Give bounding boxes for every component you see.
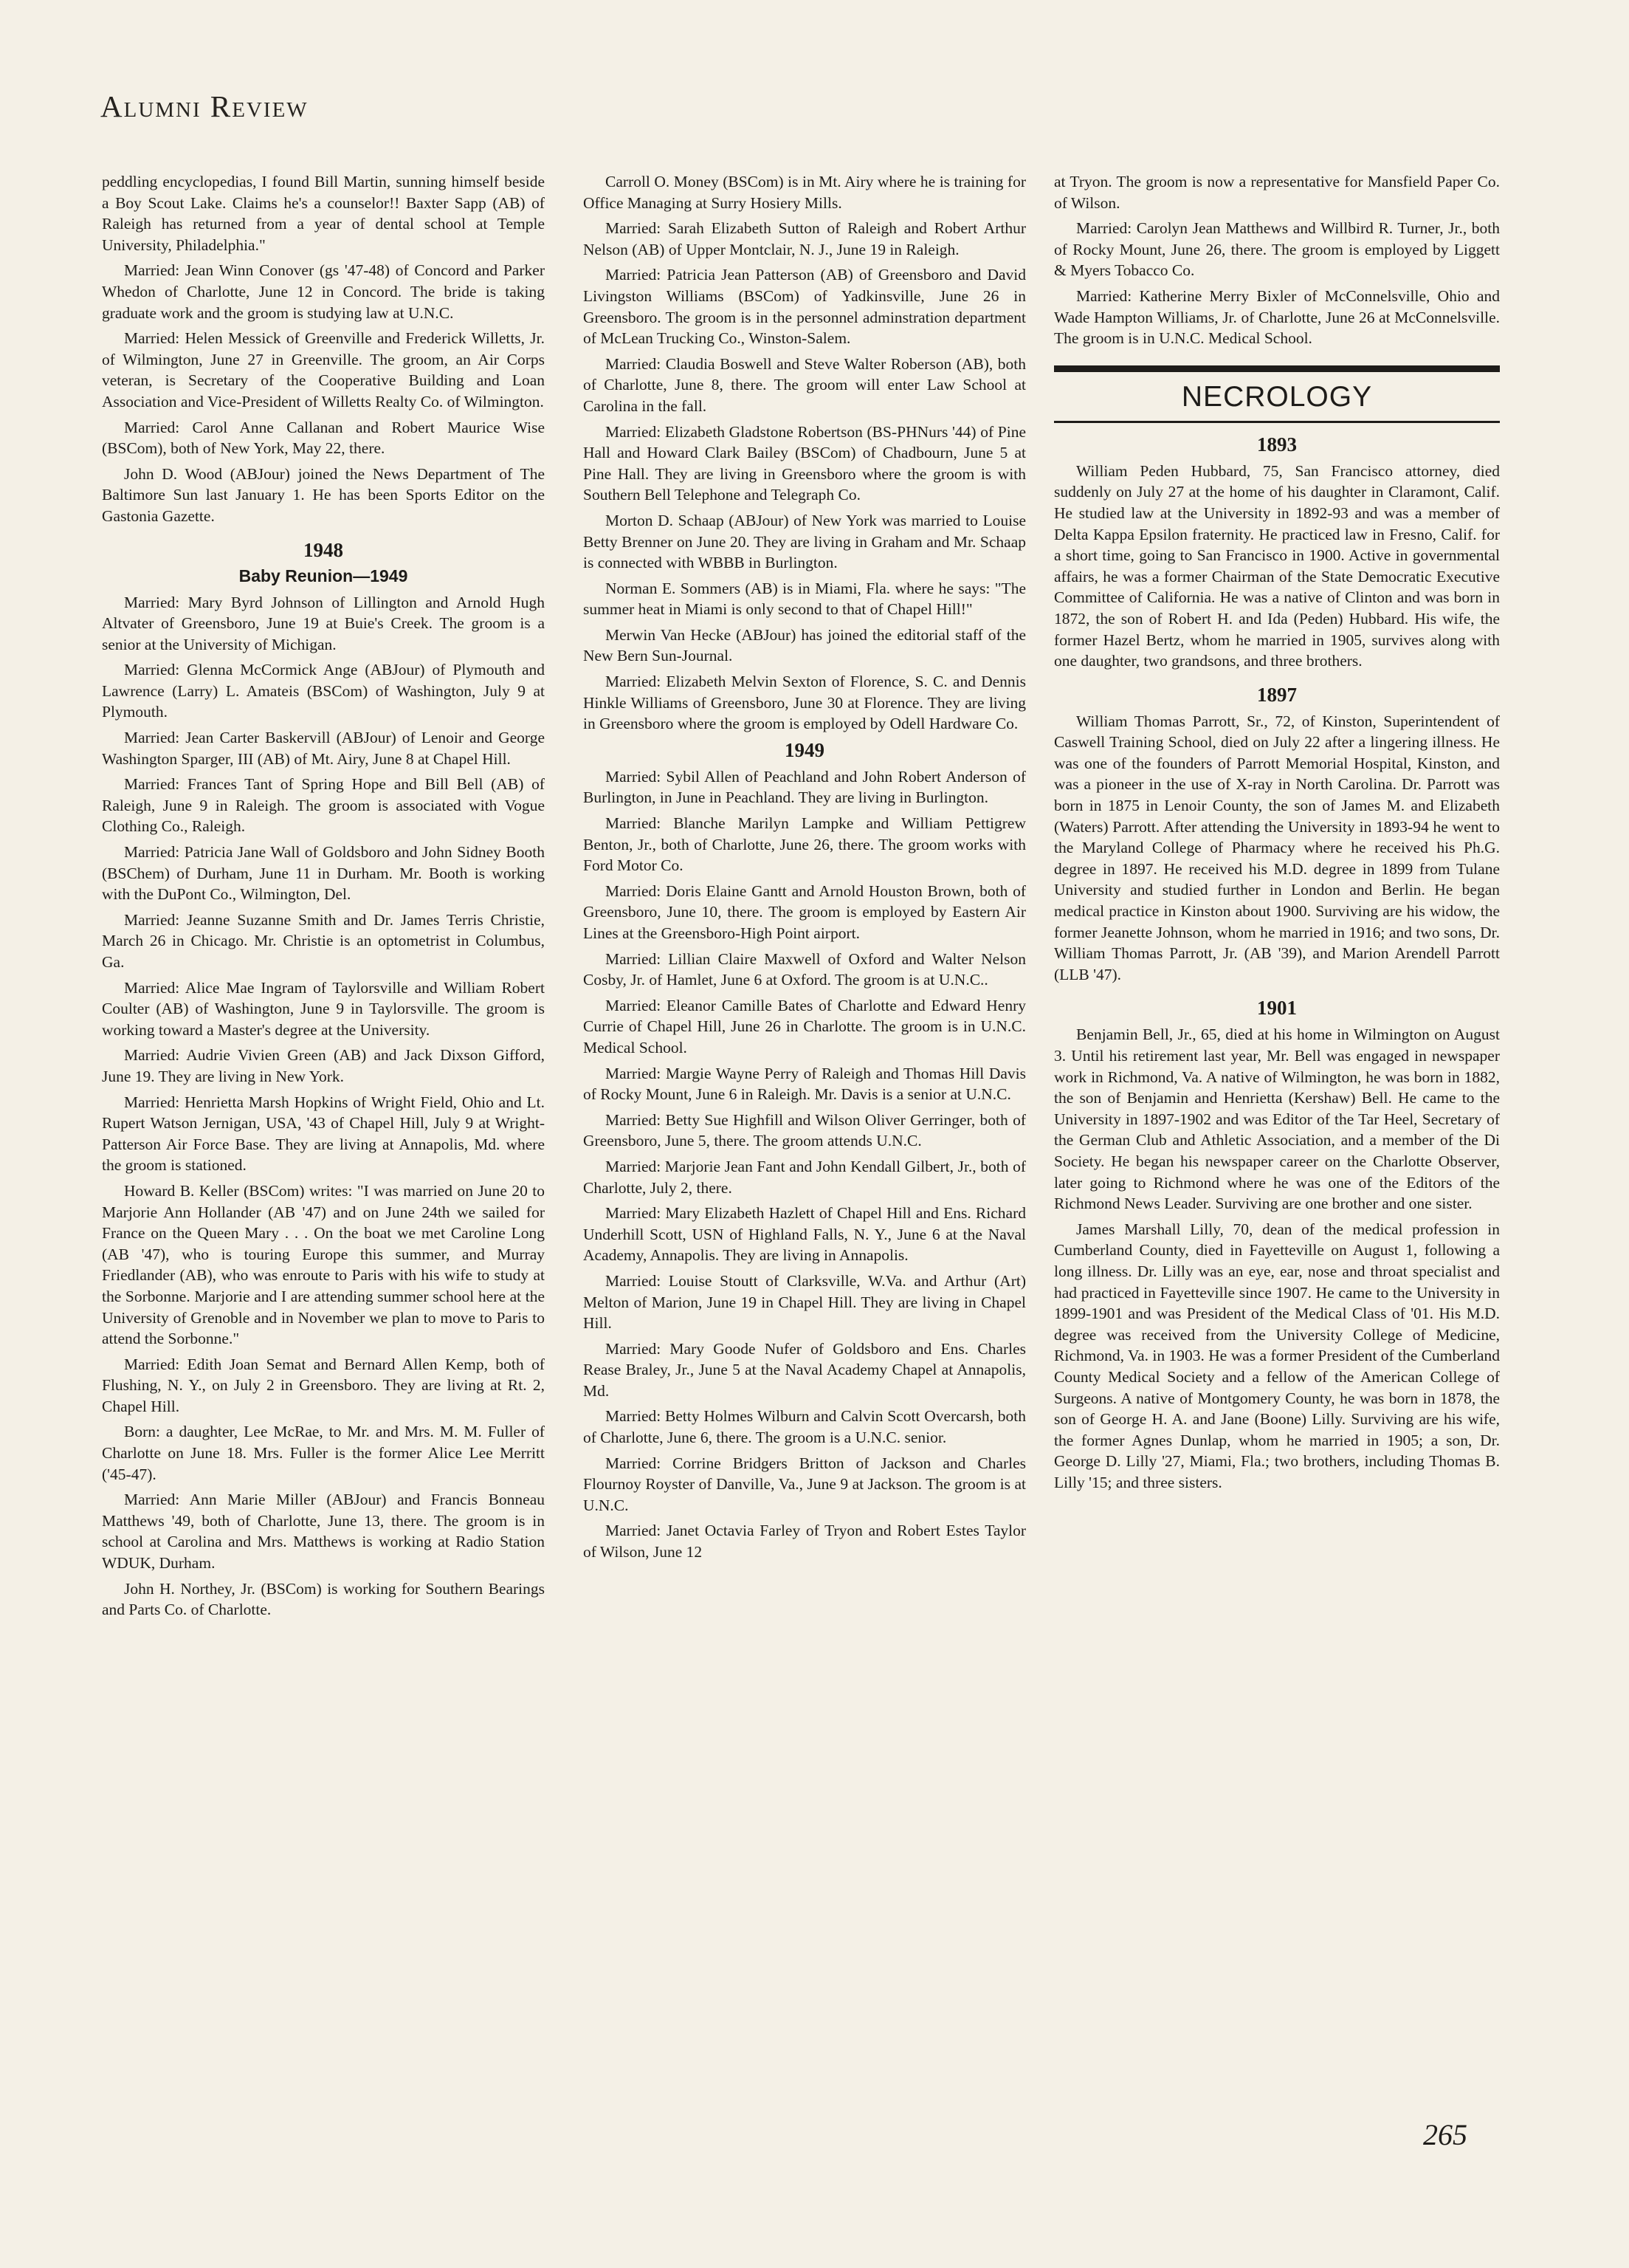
- paragraph: Married: Glenna McCormick Ange (ABJour) of Plymouth and Lawrence (Larry) L. Amateis (BSCom) of Washington, July 9 at Plymouth.: [102, 661, 545, 721]
- necrology-header: [1054, 365, 1500, 423]
- necrology-title: NECROLOGY: [1181, 380, 1373, 413]
- paragraph: Married: Henrietta Marsh Hopkins of Wright Field, Ohio and Lt. Rupert Watson Jernigan, USA, '43 of Chapel Hill, July 9 at Wright-Patterson Air Force Base. They are living at Annapolis, Md. where the groom is stationed.: [102, 1093, 545, 1175]
- class-year-heading: 1901: [1257, 997, 1297, 1020]
- paragraph: Married: Lillian Claire Maxwell of Oxford and Walter Nelson Cosby, Jr. of Hamlet, June 6 at Oxford. The groom is at U.N.C..: [583, 949, 1026, 989]
- paragraph: Married: Ann Marie Miller (ABJour) and Francis Bonneau Matthews '49, both of Charlotte, June 13, there. The groom is in school at Carolina and Mrs. Matthews is working at Radio Station WDUK, Durham.: [102, 1491, 545, 1573]
- paragraph: Married: Audrie Vivien Green (AB) and Jack Dixson Gifford, June 19. They are living in New York.: [102, 1046, 545, 1085]
- paragraph: Married: Corrine Bridgers Britton of Jackson and Charles Flournoy Royster of Danville, Va., June 9 at Jackson. The groom is at U.N.C.: [583, 1454, 1026, 1514]
- paragraph: Merwin Van Hecke (ABJour) has joined the editorial staff of the New Bern Sun-Journal.: [583, 625, 1026, 665]
- paragraph: at Tryon. The groom is now a representative for Mansfield Paper Co. of Wilson.: [1054, 173, 1500, 212]
- paragraph: Married: Mary Elizabeth Hazlett of Chapel Hill and Ens. Richard Underhill Scott, USN of Highland Falls, N. Y., June 6 at the Naval Academy, Annapolis. They are living in Annapolis.: [583, 1204, 1026, 1265]
- section-subhead: Baby Reunion—1949: [238, 566, 408, 585]
- paragraph: Married: Alice Mae Ingram of Taylorsville and William Robert Coulter (AB) of Washington, June 9 in Taylorsville. The groom is working toward a Master's degree at the University.: [102, 978, 545, 1039]
- paragraph: peddling encyclopedias, I found Bill Martin, sunning himself beside a Boy Scout Lake. Claims he's a counselor!! Baxter Sapp (AB) of Raleigh has returned from a year of dental school at Temple University, Philadelphia.": [102, 173, 545, 254]
- paragraph: Married: Sybil Allen of Peachland and John Robert Anderson of Burlington, in June in Peachland. They are living in Burlington.: [583, 767, 1026, 807]
- paragraph: Born: a daughter, Lee McRae, to Mr. and Mrs. M. M. Fuller of Charlotte on June 18. Mrs. Fuller is the former Alice Lee Merritt ('45-47).: [102, 1423, 545, 1483]
- paragraph: Married: Doris Elaine Gantt and Arnold Houston Brown, both of Greensboro, June 10, there. The groom is employed by Eastern Air Lines at the Greensboro-High Point airport.: [583, 882, 1026, 942]
- column-3: [1054, 171, 1500, 2165]
- paragraph: Married: Betty Sue Highfill and Wilson Oliver Gerringer, both of Greensboro, June 5, there. The groom attends U.N.C.: [583, 1110, 1026, 1150]
- paragraph: Morton D. Schaap (ABJour) of New York was married to Louise Betty Brenner on June 20. They are living in Graham and Mr. Schaap is connected with WBBB in Burlington.: [583, 511, 1026, 572]
- page-number: 265: [1423, 2118, 1467, 2151]
- obituary: William Thomas Parrott, Sr., 72, of Kinston, Superintendent of Caswell Training School, died on July 22 after a lingering illness. He was one of the founders of Parrott Memorial Hospital, Kinston, and was a pioneer in the use of X-ray in North Carolina. Dr. Parrott was born in 1875 in Lenoir County, the son of James M. and Elizabeth (Waters) Parrott. After attending the University in 1893-94 he went to the Maryland College of Pharmacy where he received his Ph.G. degree in 1897. He received his M.D. degree in 1899 from Tulane University and studied further in London and Berlin. He began medical practice in Kinston about 1900. Surviving are his widow, the former Jeanette Johnson, whom he married in 1916; and two sons, Dr. William Thomas Parrott, Jr. (AB '39), and Marion Arendell Parrott (LLB '47).: [1054, 712, 1500, 983]
- paragraph: Norman E. Sommers (AB) is in Miami, Fla. where he says: "The summer heat in Miami is only second to that of Chapel Hill!": [583, 579, 1026, 619]
- class-year-heading: 1949: [785, 738, 824, 761]
- divider: [1054, 421, 1500, 423]
- paragraph: Married: Louise Stoutt of Clarksville, W.Va. and Arthur (Art) Melton of Marion, June 19 in Chapel Hill. They are living in Chapel Hill.: [583, 1271, 1026, 1333]
- class-year-heading: 1948: [303, 538, 343, 561]
- paragraph: Married: Mary Byrd Johnson of Lillington and Arnold Hugh Altvater of Greensboro, June 19 at Buie's Creek. The groom is a senior at the University of Michigan.: [102, 593, 545, 653]
- obituary: Benjamin Bell, Jr., 65, died at his home in Wilmington on August 3. Until his retirement last year, Mr. Bell was engaged in newspaper work in Richmond, Va. A native of Wilmington, he was born in 1882, the son of Benjamin and Henrietta (Kershaw) Bell. He came to the University in 1897-1902 and was Editor of the Tar Heel, Secretary of the German Club and Athletic Association, and a member of the Di Society. He began his newspaper career on the Charlotte Observer, later going to Richmond where he was one of the Editors of the Richmond News Leader. Surviving are one brother and one sister.: [1054, 1025, 1500, 1213]
- obituary: William Peden Hubbard, 75, San Francisco attorney, died suddenly on July 27 at the home of his daughter in Claramont, Calif. He studied law at the University in 1892-93 and was a member of Delta Kappa Epsilon fraternity. He practiced law in Fresno, Calif. for a short time, going to San Francisco in 1900. Active in governmental affairs, he was a former Chairman of the State Democratic Executive Committee of California. He was a native of Clinton and was born in 1872, the son of Robert H. and Ida (Peden) Hubbard. His wife, the former Hazel Bertz, whom he married in 1905, survives along with one daughter, two grandsons, and three brothers.: [1054, 461, 1500, 670]
- paragraph: Married: Claudia Boswell and Steve Walter Roberson (AB), both of Charlotte, June 8, there. The groom will enter Law School at Carolina in the fall.: [583, 354, 1026, 415]
- divider: [1054, 365, 1500, 372]
- paragraph: Married: Mary Goode Nufer of Goldsboro and Ens. Charles Rease Braley, Jr., June 5 at the Naval Academy Chapel at Annapolis, Md.: [583, 1339, 1026, 1400]
- column-2: [583, 171, 1026, 2165]
- paragraph: Married: Patricia Jane Wall of Goldsboro and John Sidney Booth (BSChem) of Durham, June 11 in Durham. Mr. Booth is working with the DuPont Co., Wilmington, Del.: [102, 843, 545, 904]
- paragraph: Married: Patricia Jean Patterson (AB) of Greensboro and David Livingston Williams (BSCom) of Yadkinsville, June 26 in Greensboro. The groom is in the personnel adminstration department of McLean Trucking Co., Winston-Salem.: [583, 266, 1026, 348]
- paragraph: Married: Carol Anne Callanan and Robert Maurice Wise (BSCom), both of New York, May 22, there.: [102, 418, 545, 458]
- class-year-heading: 1897: [1257, 683, 1297, 706]
- paragraph: Howard B. Keller (BSCom) writes: "I was married on June 20 to Marjorie Ann Hollander (AB '47) and on June 24th we sailed for France on the Queen Mary . . . On the boat we met Caroline Long (AB '47), who is touring Europe this summer, and Murray Friedlander (AB), who was enroute to Paris with his wife to study at the Sorbonne. Marjorie and I are attending summer school here at the University of Grenoble and in November we plan to move to Paris to attend the Sorbonne.": [102, 1181, 545, 1348]
- paragraph: John H. Northey, Jr. (BSCom) is working for Southern Bearings and Parts Co. of Charlotte.: [102, 1579, 545, 1619]
- paragraph: Married: Carolyn Jean Matthews and Willbird R. Turner, Jr., both of Rocky Mount, June 26, there. The groom is employed by Liggett & Myers Tobacco Co.: [1054, 219, 1500, 280]
- paragraph: Married: Eleanor Camille Bates of Charlotte and Edward Henry Currie of Chapel Hill, June 26 in Charlotte. The groom is in U.N.C. Medical School.: [583, 996, 1026, 1056]
- paragraph: Married: Jean Carter Baskervill (ABJour) of Lenoir and George Washington Sparger, III (AB) of Mt. Airy, June 8 at Chapel Hill.: [102, 729, 545, 768]
- paragraph: Married: Betty Holmes Wilburn and Calvin Scott Overcarsh, both of Charlotte, June 6, there. The groom is a U.N.C. senior.: [583, 1407, 1026, 1447]
- paragraph: Married: Sarah Elizabeth Sutton of Raleigh and Robert Arthur Nelson (AB) of Upper Montclair, N. J., June 19 in Raleigh.: [583, 219, 1026, 258]
- paragraph: Carroll O. Money (BSCom) is in Mt. Airy where he is training for Office Managing at Surry Hosiery Mills.: [583, 173, 1026, 212]
- column-1: [102, 171, 545, 2165]
- paragraph: Married: Frances Tant of Spring Hope and Bill Bell (AB) of Raleigh, June 9 in Raleigh. The groom is associated with Vogue Clothing Co., Raleigh.: [102, 775, 545, 836]
- paragraph: Married: Marjorie Jean Fant and John Kendall Gilbert, Jr., both of Charlotte, July 2, there.: [583, 1157, 1026, 1197]
- paragraph: Married: Blanche Marilyn Lampke and William Pettigrew Benton, Jr., both of Charlotte, June 26, there. The groom works with Ford Motor Co.: [583, 814, 1026, 875]
- paragraph: Married: Janet Octavia Farley of Tryon and Robert Estes Taylor of Wilson, June 12: [583, 1522, 1026, 1561]
- paragraph: John D. Wood (ABJour) joined the News Department of The Baltimore Sun last January 1. He has been Sports Editor on the Gastonia Gazette.: [102, 464, 545, 525]
- running-head: Alumni Review: [100, 89, 309, 123]
- paragraph: Married: Margie Wayne Perry of Raleigh and Thomas Hill Davis of Rocky Mount, June 6 in Raleigh. Mr. Davis is a senior at U.N.C.: [583, 1064, 1026, 1104]
- paragraph: Married: Helen Messick of Greenville and Frederick Willetts, Jr. of Wilmington, June 27 in Greenville. The groom, an Air Corps veteran, is Secretary of the Cooperative Building and Loan Association and Vice-President of Willetts Realty Co. of Wilmington.: [102, 329, 545, 410]
- paragraph: Married: Katherine Merry Bixler of McConnelsville, Ohio and Wade Hampton Williams, Jr. of Charlotte, June 26 at McConnelsville. The groom is in U.N.C. Medical School.: [1054, 286, 1500, 348]
- paragraph: Married: Elizabeth Gladstone Robertson (BS-PHNurs '44) of Pine Hall and Howard Clark Bailey (BSCom) of Chadbourn, June 5 at Pine Hall. They are living in Greensboro where the groom is with Southern Bell Telephone and Telegraph Co.: [583, 422, 1026, 504]
- class-year-heading: 1893: [1257, 433, 1297, 456]
- paragraph: Married: Elizabeth Melvin Sexton of Florence, S. C. and Dennis Hinkle Williams of Greensboro, June 30 at Florence. They are living in Greensboro where the groom is employed by Odell Hardware Co.: [583, 673, 1026, 733]
- paragraph: Married: Jean Winn Conover (gs '47-48) of Concord and Parker Whedon of Charlotte, June 12 in Concord. The bride is taking graduate work and the groom is studying law at U.N.C.: [102, 261, 545, 322]
- paragraph: Married: Edith Joan Semat and Bernard Allen Kemp, both of Flushing, N. Y., on July 2 in Greensboro. They are living at Rt. 2, Chapel Hill.: [102, 1355, 545, 1415]
- obituary: James Marshall Lilly, 70, dean of the medical profession in Cumberland County, died in Fayetteville on August 1, following a long illness. Dr. Lilly was an eye, ear, nose and throat specialist and had practiced in Fayetteville since 1907. He came to the University in 1899-1901 and was President of the Medical Class of '01. His M.D. degree was received from the University College of Medicine, Richmond, Va. in 1903. He was a former President of the Cumberland County Medical Society and a fellow of the American College of Surgeons. A native of Montgomery County, he was born in 1878, the son of George H. A. and Jane (Boone) Lilly. Surviving are his wife, the former Agnes Dunlap, whom he married in 1905; a son, Dr. George D. Lilly '27, Miami, Fla.; two brothers, including Thomas B. Lilly '15; and three sisters.: [1054, 1220, 1500, 1491]
- paragraph: Married: Jeanne Suzanne Smith and Dr. James Terris Christie, March 26 in Chicago. Mr. Christie is an optometrist in Columbus, Ga.: [102, 910, 545, 971]
